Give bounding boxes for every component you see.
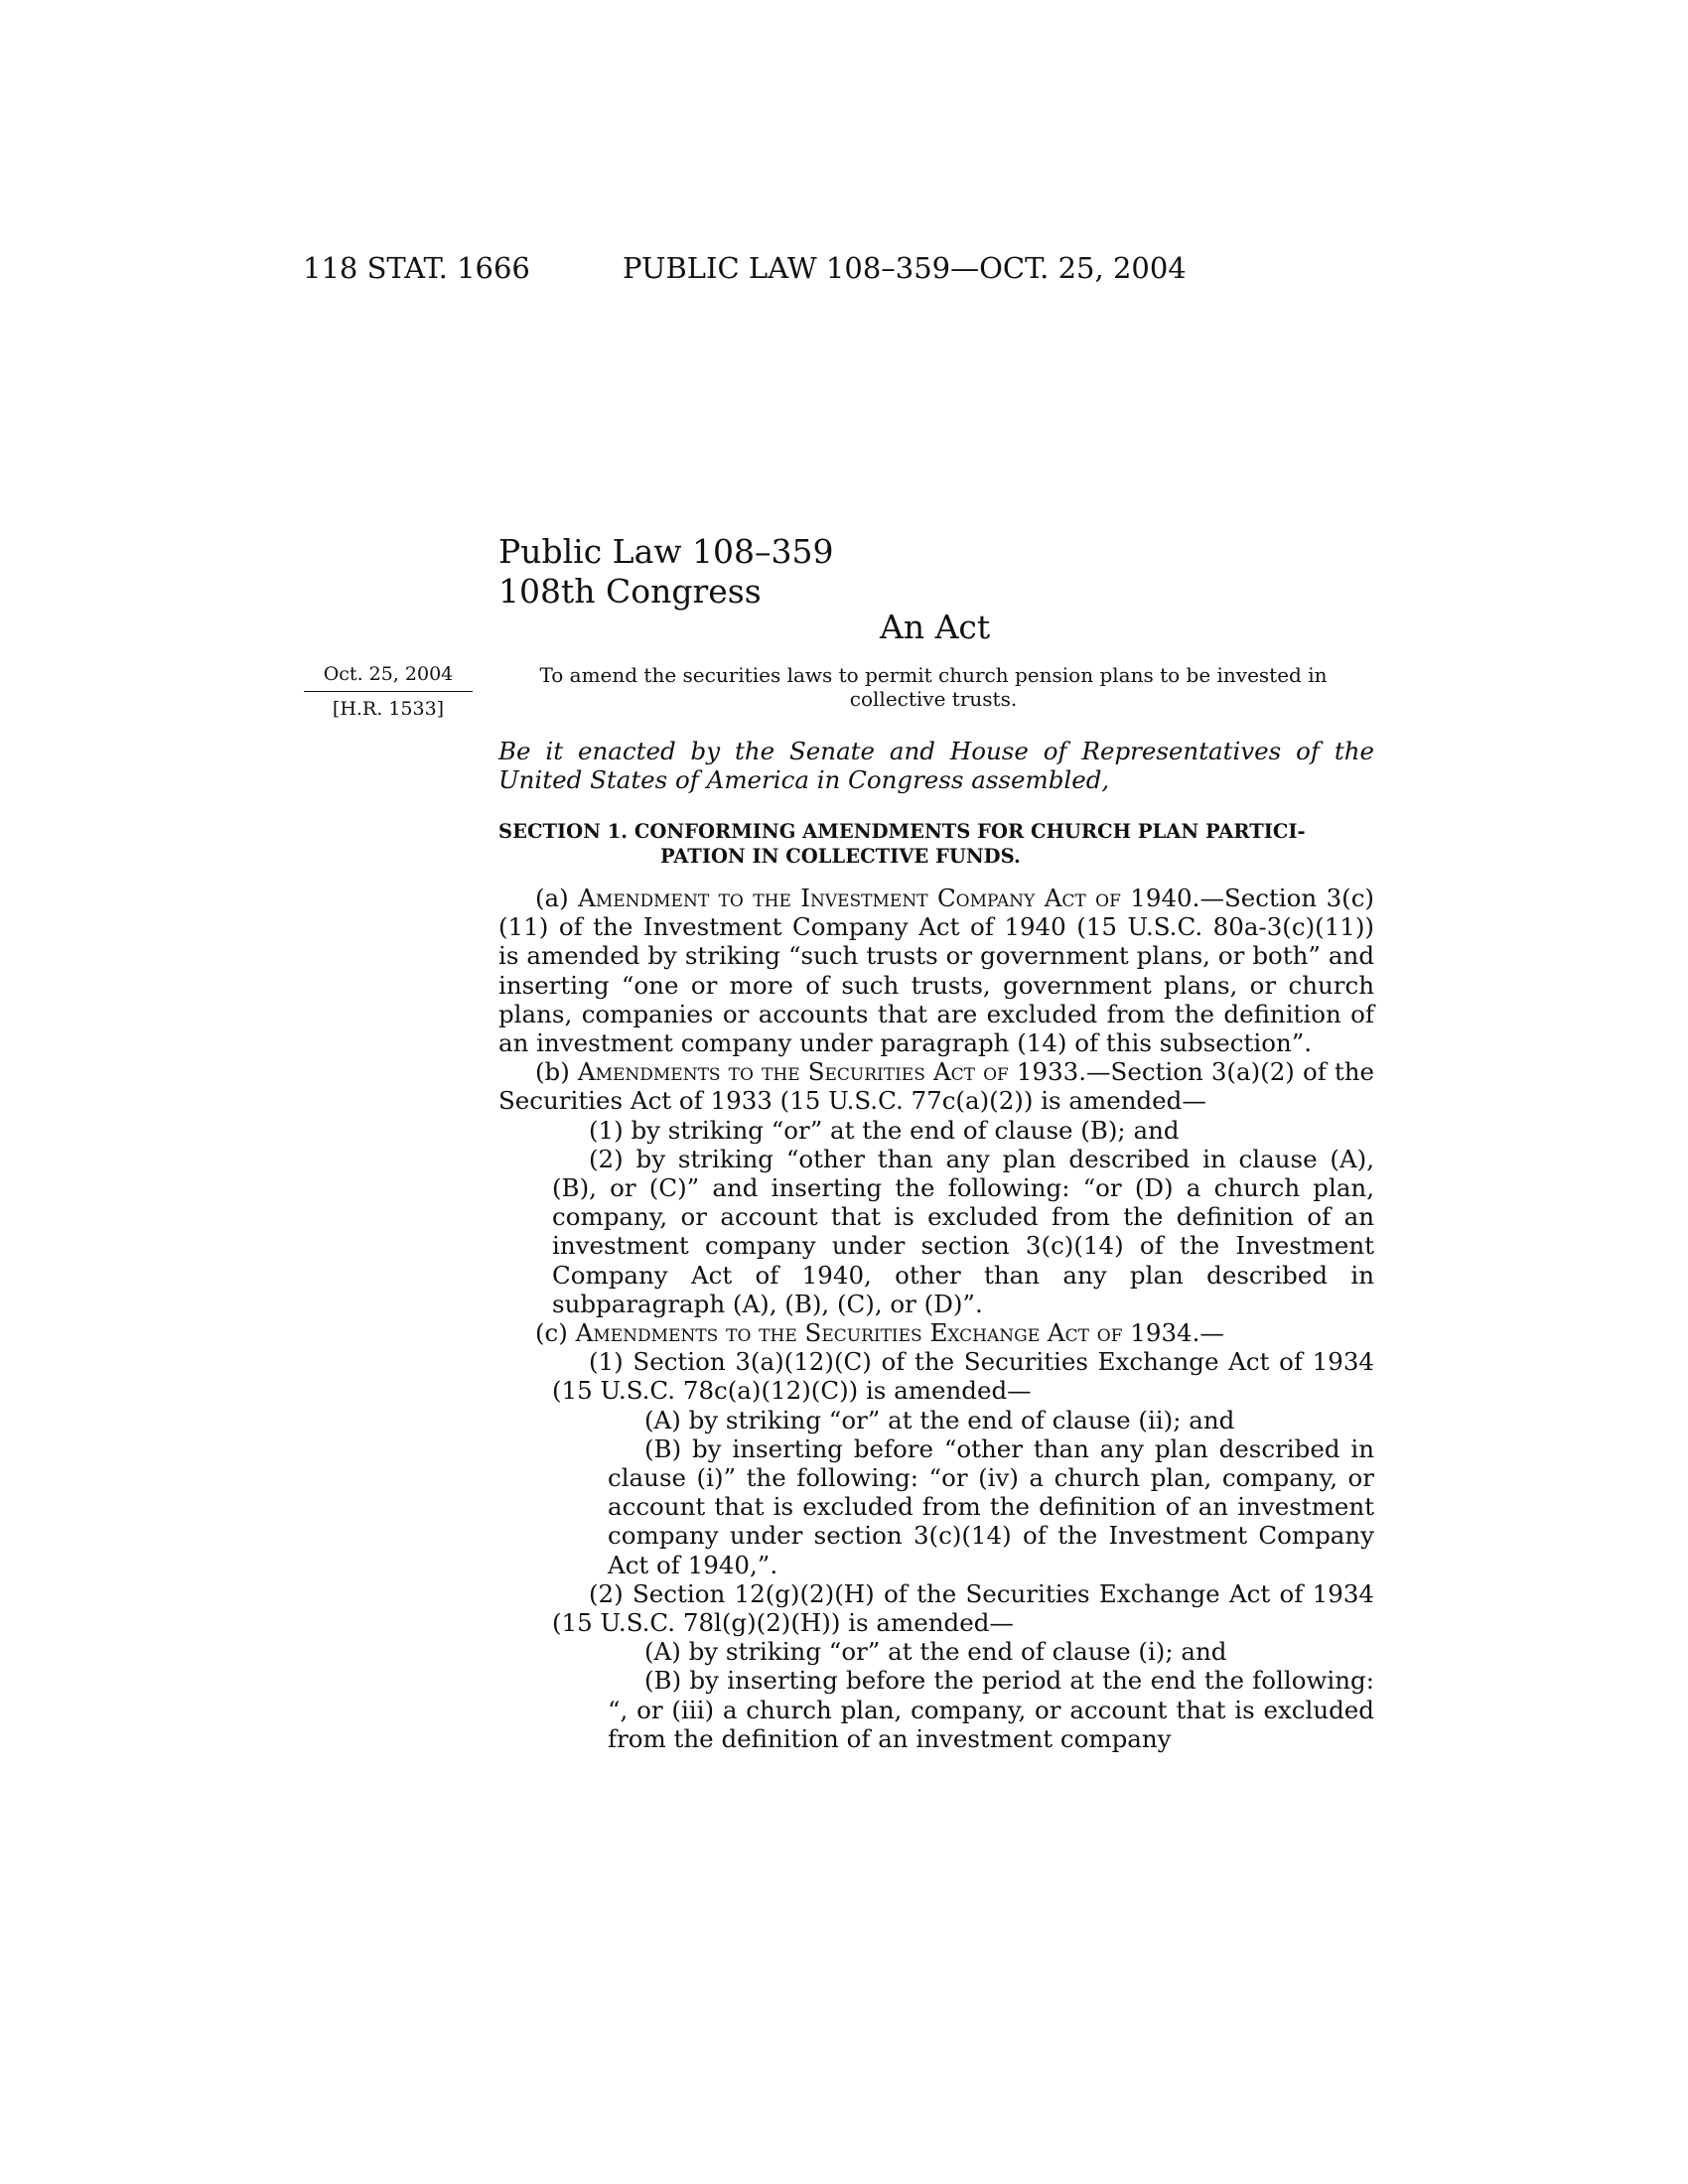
congress-number: 108th Congress — [498, 572, 762, 611]
bill-number: [H.R. 1533] — [332, 698, 445, 720]
margin-note — [304, 663, 473, 720]
law-number: Public Law 108–359 — [498, 532, 834, 571]
paragraph-c1: (1) Section 3(a)(12)(C) of the Securities Exchange Act of 1934 (15 U.S.C. 78c(a)(12)(C)) is amended— — [552, 1347, 1374, 1406]
act-title: An Act — [880, 608, 991, 646]
subsection-a-text: Section 3(c)(11) of the Investment Company Act of 1940 (15 U.S.C. 80a-3(c)(11)) is amended by striking “such trusts or government plans, or both” and inserting “one or more of such trusts, government plans, or church plans, companies or accounts that are excluded from the definition of an investment company under paragraph (14) of this subsection”. — [498, 884, 1374, 1058]
subsection-c: (c) Amendments to the Securities Exchange Act of 1934.— — [535, 1318, 1224, 1348]
subparagraph-c1A: (A) by striking “or” at the end of clause (ii); and — [644, 1405, 1235, 1434]
subsection-b-text: Section 3(a)(2) of the Securities Act of 1933 (15 U.S.C. 77c(a)(2)) is amended— — [498, 1057, 1374, 1116]
subsection-a-heading: Amendment to the Investment Company Act of 1940. — [578, 884, 1200, 912]
enacting-clause: Be it enacted by the Senate and House of Representatives of the United States of America in Congress assembled, — [498, 737, 1374, 795]
subparagraph-c1B: (B) by inserting before “other than any plan described in clause (i)” the following: “or (iv) a church plan, company, or account that is excluded from the definition of an investment company under section 3(c)(14) of the Investment Company Act of 1940,”. — [608, 1433, 1374, 1579]
subparagraph-c2A: (A) by striking “or” at the end of clause (i); and — [644, 1637, 1227, 1667]
running-title: PUBLIC LAW 108–359—OCT. 25, 2004 — [623, 251, 1187, 285]
subsection-a: (a) Amendment to the Investment Company Act of 1940.—Section 3(c)(11) of the Investment Company Act of 1940 (15 U.S.C. 80a-3(c)(11)) is amended by striking “such trusts or government plans, or both” and inserting “one or more of such trusts, government plans, or church plans, companies or accounts that are excluded from the definition of an investment company under paragraph (14) of this subsection”. — [498, 884, 1374, 1058]
subparagraph-c2B: (B) by inserting before the period at the end the following: “, or (iii) a church plan, company, or account that is excluded from the definition of an investment company — [608, 1666, 1374, 1753]
section-heading — [498, 819, 1374, 869]
subsection-b-heading: Amendments to the Securities Act of 1933. — [577, 1057, 1087, 1087]
purpose-clause: To amend the securities laws to permit church pension plans to be invested in collective trusts. — [539, 663, 1328, 711]
subsection-c-heading: Amendments to the Securities Exchange Act of 1934. — [575, 1318, 1200, 1348]
section-heading-line-1: SECTION 1. CONFORMING AMENDMENTS FOR CHURCH PLAN PARTICI- — [498, 820, 1306, 843]
paragraph-c2: (2) Section 12(g)(2)(H) of the Securities Exchange Act of 1934 (15 U.S.C. 78l(g)(2)(H)) is amended— — [552, 1578, 1374, 1638]
section-heading-line-2: PATION IN COLLECTIVE FUNDS. — [660, 845, 1021, 868]
enactment-date: Oct. 25, 2004 — [323, 663, 454, 685]
law-heading — [498, 532, 833, 612]
paragraph-b1: (1) by striking “or” at the end of clause (B); and — [589, 1115, 1180, 1145]
subsection-b: (b) Amendments to the Securities Act of 1933.—Section 3(a)(2) of the Securities Act of 1933 (15 U.S.C. 77c(a)(2)) is amended— — [498, 1057, 1374, 1116]
section-body — [498, 884, 1374, 1753]
paragraph-b2: (2) by striking “other than any plan described in clause (A), (B), or (C)” and inserting the following: “or (D) a church plan, company, or account that is excluded from the definition of an investment company under section 3(c)(14) of the Investment Company Act of 1940, other than any plan described in subparagraph (A), (B), (C), or (D)”. — [552, 1144, 1374, 1318]
stat-page-number: 118 STAT. 1666 — [303, 251, 530, 285]
